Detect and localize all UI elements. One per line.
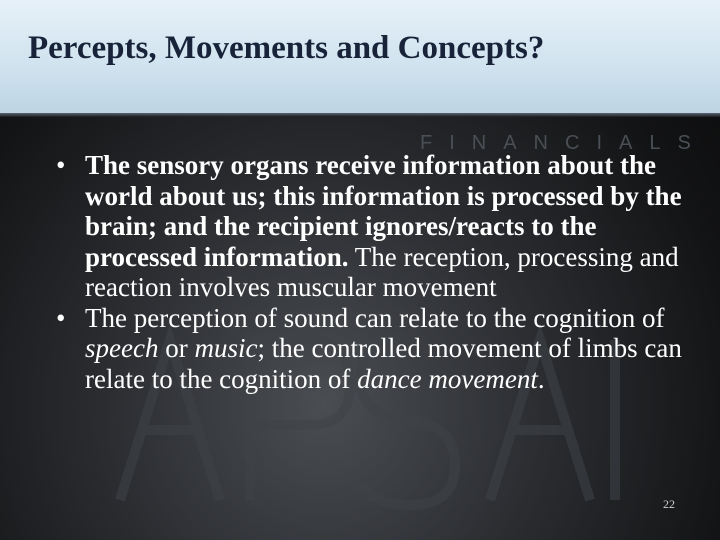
bullet-2-text-a: The perception of sound can relate to the cognition of <box>85 302 665 333</box>
bullet-2-text-c: ; the controlled movement of limbs can relate to the cognition of <box>85 333 682 394</box>
bullet-2-text-d: . <box>537 363 545 394</box>
bullet-marker: • <box>56 150 66 180</box>
bullet-marker: • <box>56 302 66 333</box>
bullet-1-bold-text: The sensory organs receive information about the world about us; this information is processed by the brain; and the recipient ignores/reacts to the processed information. <box>85 150 682 272</box>
bullet-2-italic-dance: dance movement <box>357 363 538 394</box>
bullet-item-1 <box>52 150 702 303</box>
bullet-2-text-b: or <box>158 333 195 363</box>
bullet-item-2 <box>52 303 702 395</box>
watermark-text: FINANCIALS <box>420 132 708 154</box>
bullet-1-normal-text: The reception, processing and reaction involves muscular movement <box>85 241 679 302</box>
slide-title: Percepts, Movements and Concepts? <box>28 30 545 66</box>
bullet-2-italic-music: music <box>194 333 258 363</box>
bullet-list <box>52 150 702 394</box>
title-bar <box>0 0 720 115</box>
page-number: 22 <box>663 497 675 511</box>
bullet-2-italic-speech: speech <box>85 333 159 363</box>
